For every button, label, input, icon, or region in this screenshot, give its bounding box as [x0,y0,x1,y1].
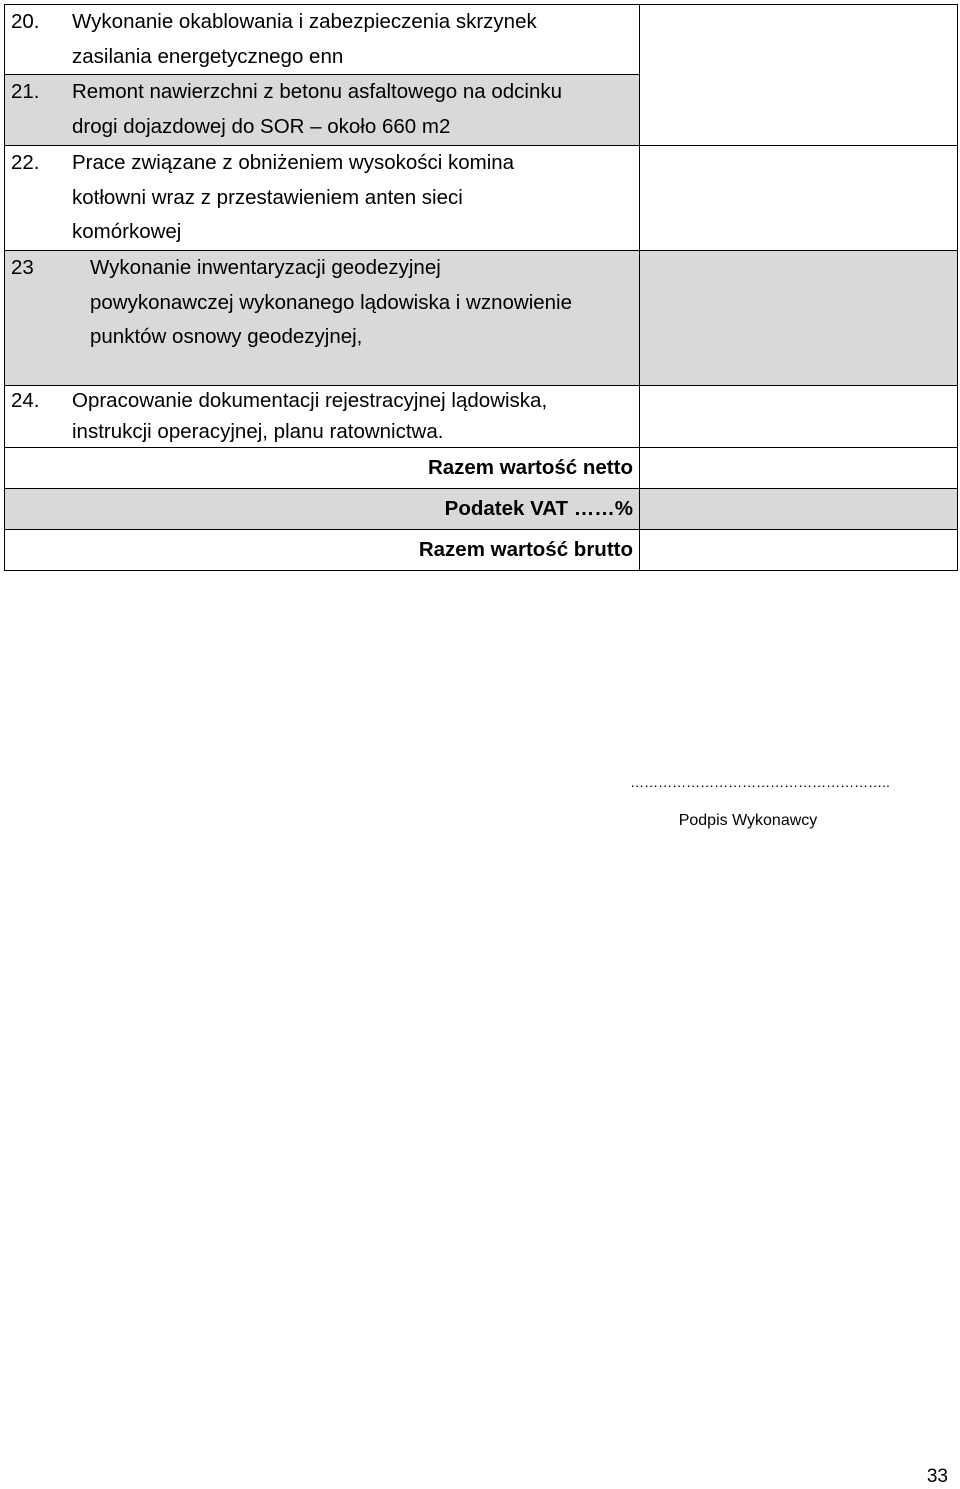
item-description-21: Remont nawierzchni z betonu asfaltowego na odcinku drogi dojazdowej do SOR – około 660 m2 [72,80,563,138]
vat-label: Podatek VAT ……% [5,489,640,530]
item-cell-22 [5,146,640,251]
item-number-22: 22. [11,151,40,175]
summary-row-net [5,448,958,489]
table-row-24 [5,386,958,448]
page-number: 33 [926,1466,948,1487]
item-cell-21 [5,75,640,146]
value-cell-24[interactable] [640,386,958,448]
gross-total-value[interactable] [640,530,958,571]
gross-total-label: Razem wartość brutto [5,530,640,571]
table-row-20 [5,5,958,75]
value-cell-23[interactable] [640,251,958,386]
item-cell-23 [5,251,640,386]
summary-row-vat [5,489,958,530]
signature-caption: Podpis Wykonawcy [678,812,818,829]
item-description-24: Opracowanie dokumentacji rejestracyjnej lądowiska, instrukcji operacyjnej, planu ratownictwa. [72,389,548,443]
table-row-22 [5,146,958,251]
net-total-value[interactable] [640,448,958,489]
item-cell-24 [5,386,640,448]
table-row-23 [5,251,958,386]
item-cell-20 [5,5,640,75]
net-total-label: Razem wartość netto [5,448,640,489]
item-description-20: Wykonanie okablowania i zabezpieczenia skrzynek zasilania energetycznego enn [72,10,537,68]
signature-block [590,772,930,830]
signature-line: ……………………………………………….. [630,774,890,790]
cost-estimate-table [4,4,958,571]
item-number-23: 23 [11,256,34,280]
item-number-21: 21. [11,80,40,104]
item-description-22: Prace związane z obniżeniem wysokości komina kotłowni wraz z przestawieniem anten sieci komórkowej [72,151,515,244]
summary-row-gross [5,530,958,571]
item-number-20: 20. [11,10,40,33]
item-description-23: Wykonanie inwentaryzacji geodezyjnej powykonawczej wykonanego lądowiska i wznowienie punktów osnowy geodezyjnej, [90,256,573,349]
vat-value[interactable] [640,489,958,530]
value-cell-22[interactable] [640,146,958,251]
value-cell-20-21[interactable] [640,5,958,146]
item-number-24: 24. [11,389,40,413]
